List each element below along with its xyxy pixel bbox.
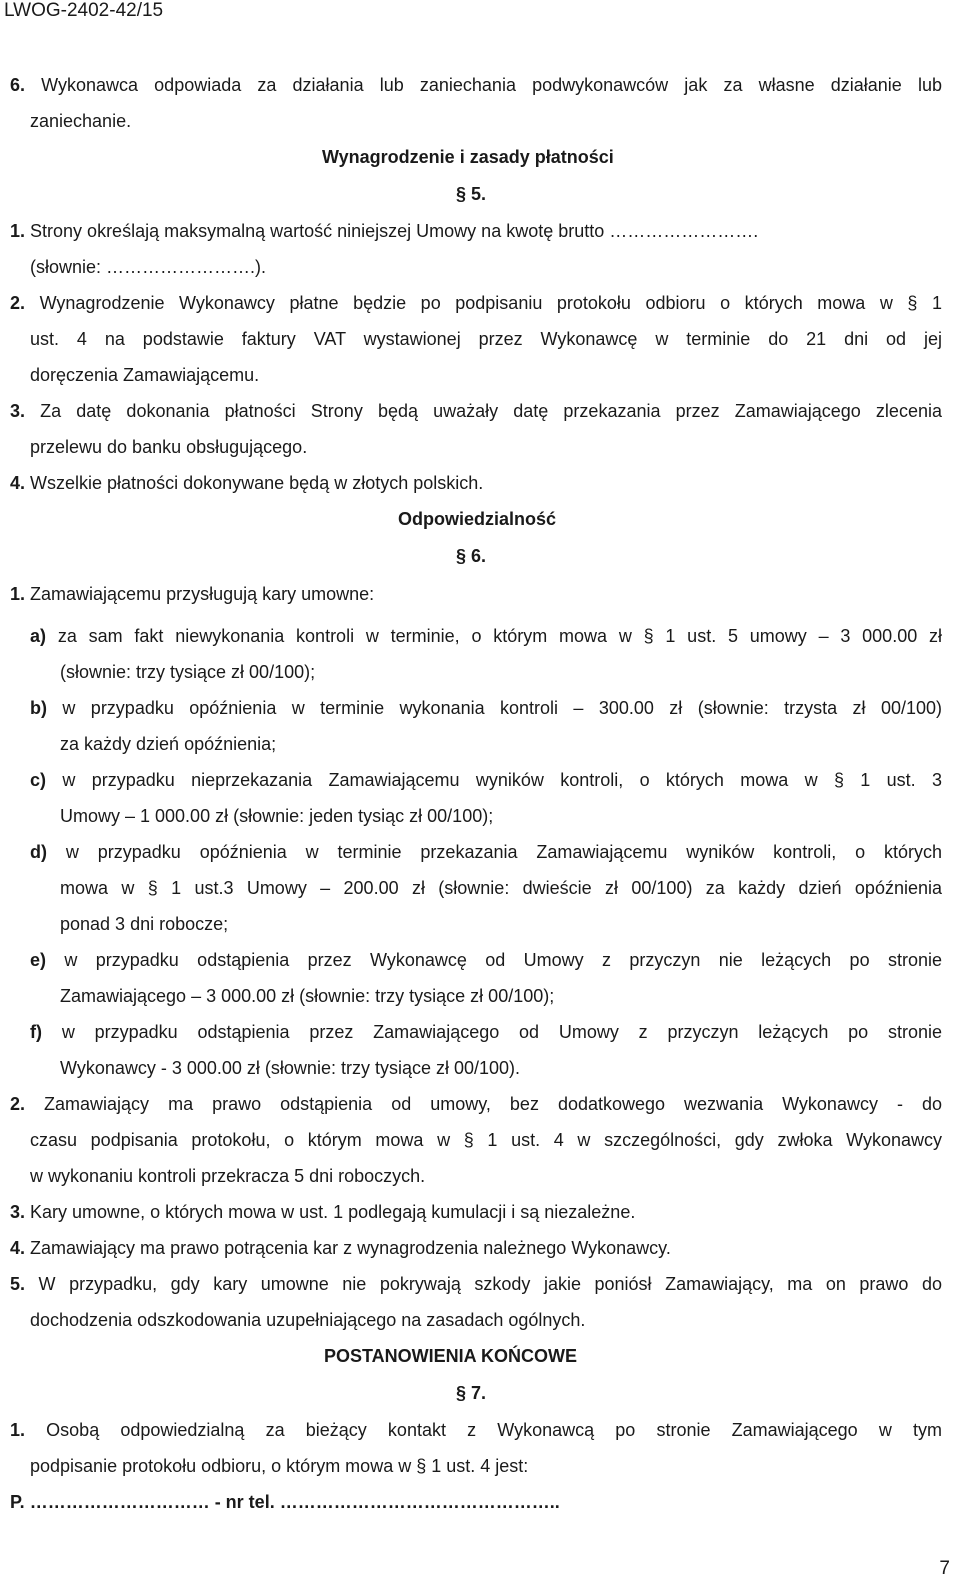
paragraph-text: Wszelkie płatności dokonywane będą w złotych polskich. [30,473,484,493]
page-number: 7 [939,1558,950,1579]
list-item-line: (słownie: trzy tysiące zł 00/100); [60,662,316,682]
paragraph-text: Strony określają maksymalną wartość niniejszej Umowy na kwotę brutto ……………………. [30,221,759,241]
paragraph-text: Zamawiającemu przysługują kary umowne: [30,584,375,604]
list-item-line [30,841,942,863]
paragraph-line [10,1237,671,1259]
paragraph-line [10,1201,635,1223]
list-label: c) [30,770,47,790]
paragraph-text: w przypadku opóźnienia w terminie wykonania kontroli – 300.00 zł (słownie: trzysta zł 00/100) [62,698,942,718]
list-label: b) [30,698,47,718]
paragraph-text: w przypadku nieprzekazania Zamawiającemu wyników kontroli, o których mowa w § 1 ust. 3 [62,770,942,790]
paragraph-text: W przypadku, gdy kary umowne nie pokrywają szkody jakie poniósł Zamawiający, ma on prawo do [38,1274,942,1294]
paragraph-line [10,1093,942,1115]
list-label: a) [30,626,47,646]
paragraph-line [10,74,942,96]
section-title: Wynagrodzenie i zasady płatności [322,147,614,167]
paragraph-line [10,1273,942,1295]
item-number: 5. [10,1274,26,1294]
list-item-line [30,1021,942,1043]
item-number: 3. [10,1202,26,1222]
paragraph-text: w przypadku odstąpienia przez Zamawiającego od Umowy z przyczyn leżących po stronie [61,1022,942,1042]
paragraph-text: Zamawiający ma prawo potrącenia kar z wynagrodzenia należnego Wykonawcy. [30,1238,671,1258]
item-number: 4. [10,1238,26,1258]
paragraph-line: ust. 4 na podstawie faktury VAT wystawionej przez Wykonawcę w terminie do 21 dni od jej [30,329,942,349]
paragraph-text: Wykonawca odpowiada za działania lub zaniechania podwykonawców jak za własne działanie lub [41,75,942,95]
paragraph-line: doręczenia Zamawiającemu. [30,365,260,385]
paragraph-text: w przypadku odstąpienia przez Wykonawcę od Umowy z przyczyn nie leżących po stronie [64,950,942,970]
paragraph-line: w wykonaniu kontroli przekracza 5 dni roboczych. [30,1166,426,1186]
paragraph-line: zaniechanie. [30,111,132,131]
list-label: f) [30,1022,42,1042]
item-number: 2. [10,1094,26,1114]
section-title: POSTANOWIENIA KOŃCOWE [324,1346,577,1366]
item-number: 6. [10,75,26,95]
paragraph-line [10,583,374,605]
contact-line: P. ………………………… - nr tel. ……………………………………….. [10,1492,560,1512]
paragraph-text: Wynagrodzenie Wykonawcy płatne będzie po podpisaniu protokołu odbioru o których mowa w § 1 [39,293,942,313]
list-item-line: za każdy dzień opóźnienia; [60,734,277,754]
paragraph-line: przelewu do banku obsługującego. [30,437,308,457]
paragraph-text: Osobą odpowiedzialną za bieżący kontakt z Wykonawcą po stronie Zamawiającego w tym [46,1420,942,1440]
section-title: Odpowiedzialność [398,509,557,529]
list-item-line: Umowy – 1 000.00 zł (słownie: jeden tysiąc zł 00/100); [60,806,494,826]
paragraph-line [10,292,942,314]
paragraph-text: za sam fakt niewykonania kontroli w terminie, o którym mowa w § 1 ust. 5 umowy – 3 000.00 zł [57,626,942,646]
list-item-line: Zamawiającego – 3 000.00 zł (słownie: trzy tysiące zł 00/100); [60,986,555,1006]
item-number: 3. [10,401,26,421]
item-number: 1. [10,1420,26,1440]
item-number: 1. [10,584,26,604]
paragraph-line [10,1419,942,1441]
list-label: e) [30,950,47,970]
list-item-line: Wykonawcy - 3 000.00 zł (słownie: trzy tysiące zł 00/100). [60,1058,521,1078]
paragraph-line: dochodzenia odszkodowania uzupełniającego na zasadach ogólnych. [30,1310,586,1330]
item-number: 2. [10,293,26,313]
list-item-line [30,949,942,971]
paragraph-text: w przypadku opóźnienia w terminie przekazania Zamawiającemu wyników kontroli, o których [65,842,942,862]
paragraph-line [10,400,942,422]
item-number: 4. [10,473,26,493]
item-number: 1. [10,221,26,241]
list-item-line: ponad 3 dni robocze; [60,914,229,934]
document-code: LWOG-2402-42/15 [4,0,164,21]
paragraph-text: Kary umowne, o których mowa w ust. 1 podlegają kumulacji i są niezależne. [30,1202,636,1222]
paragraph-line [10,220,758,242]
paragraph-text: Zamawiający ma prawo odstąpienia od umowy, bez dodatkowego wezwania Wykonawcy - do [44,1094,942,1114]
paragraph-text: Za datę dokonania płatności Strony będą uważały datę przekazania przez Zamawiającego zlecenia [40,401,942,421]
section-number: § 5. [456,184,487,204]
list-item-line [30,697,942,719]
section-number: § 6. [456,546,487,566]
list-label: d) [30,842,47,862]
section-number: § 7. [456,1383,487,1403]
list-item-line [30,769,942,791]
paragraph-line: podpisanie protokołu odbioru, o którym mowa w § 1 ust. 4 jest: [30,1456,529,1476]
list-item-line: mowa w § 1 ust.3 Umowy – 200.00 zł (słownie: dwieście zł 00/100) za każdy dzień opóźnienia [60,878,942,898]
paragraph-line: czasu podpisania protokołu, o którym mowa w § 1 ust. 4 w szczególności, gdy zwłoka Wykonawcy [30,1130,942,1150]
paragraph-line [10,472,483,494]
list-item-line [30,625,942,647]
paragraph-line: (słownie: …………………….). [30,257,267,277]
